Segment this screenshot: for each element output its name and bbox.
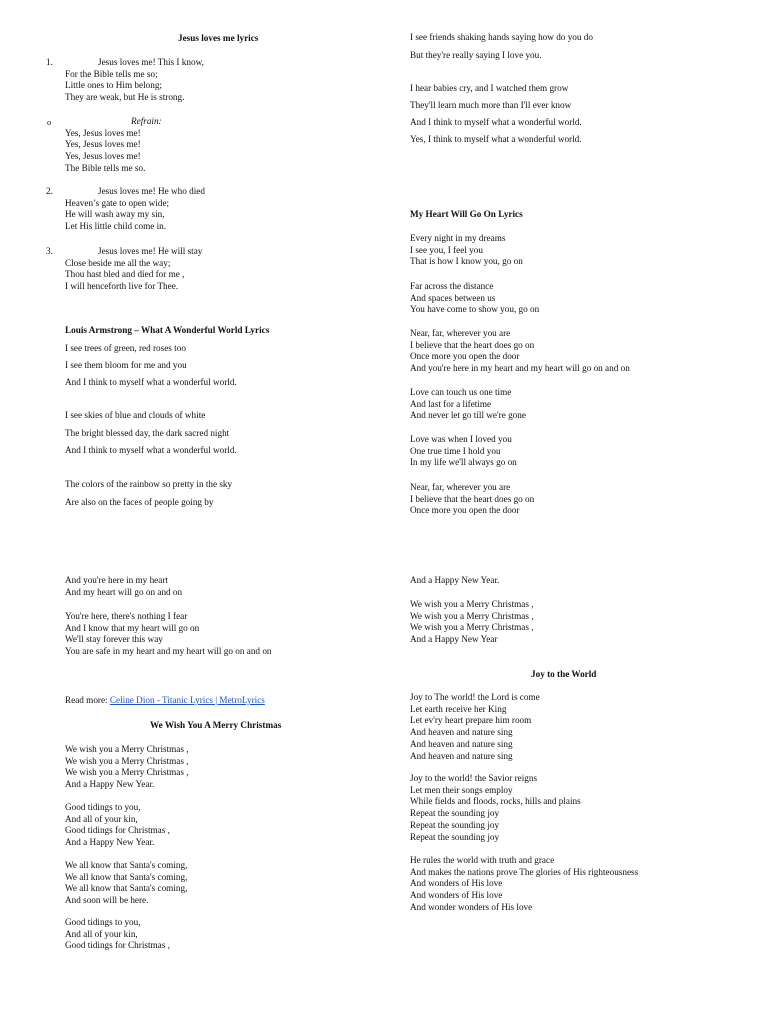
lyric-line: Thou hast bled and died for me ,: [65, 269, 185, 280]
lyric-line: Yes, Jesus loves me!: [65, 151, 141, 162]
lyric-line: And wonder wonders of His love: [410, 901, 533, 912]
lyric-line: And wonders of His love: [410, 878, 503, 889]
lyric-line: Are also on the faces of people going by: [65, 497, 214, 507]
lyric-line: And heaven and nature sing: [410, 750, 513, 761]
christmas-stanza-3: [65, 860, 187, 907]
jesus-verse-2: [65, 186, 205, 233]
lyric-line: And wonders of His love: [410, 890, 503, 901]
lyric-line: And spaces between us: [410, 292, 496, 303]
lyric-line: The colors of the rainbow so pretty in the sky: [65, 479, 233, 489]
lyric-line: And heaven and nature sing: [410, 738, 513, 749]
lyric-line: We all know that Santa's coming,: [65, 883, 188, 894]
lyric-line: He will wash away my sin,: [65, 209, 165, 220]
lyric-line: While fields and floods, rocks, hills and plains: [410, 796, 581, 807]
joy-to-the-world-title: Joy to the World: [531, 669, 597, 679]
lyric-line: And a Happy New Year.: [65, 837, 155, 848]
lyric-line: Let ev'ry heart prepare him room: [410, 715, 532, 726]
lyric-line: And a Happy New Year: [410, 634, 498, 645]
lyric-line: And I think to myself what a wonderful world.: [410, 117, 582, 127]
lyric-line: Yes, I think to myself what a wonderful world.: [410, 134, 582, 144]
heart-stanza-4: [410, 387, 526, 422]
lyric-line: And a Happy New Year.: [65, 779, 155, 790]
lyric-line: And last for a lifetime: [410, 398, 492, 409]
read-more-label: Read more:: [65, 695, 110, 705]
lyric-line: And my heart will go on and on: [65, 586, 183, 597]
lyric-line: Joy to The world! the Lord is come: [410, 692, 540, 702]
lyric-line: Jesus loves me! He will stay: [98, 246, 203, 256]
lyric-line: Every night in my dreams: [410, 233, 506, 243]
heart-stanza-2: [410, 281, 539, 316]
lyric-line: Repeat the sounding joy: [410, 808, 500, 819]
lyric-line: Let earth receive her King: [410, 703, 507, 714]
lyric-line: You're here, there's nothing I fear: [65, 611, 188, 621]
christmas-stanza-1: [65, 744, 189, 791]
lyric-line: Good tidings to you,: [65, 917, 141, 927]
lyric-line: Yes, Jesus loves me!: [65, 127, 141, 138]
lyric-line: Let His little child come in.: [65, 221, 167, 232]
lyric-line: Once more you open the door: [410, 505, 520, 516]
lyric-line: You are safe in my heart and my heart will go on and on: [65, 646, 272, 657]
lyric-line: We all know that Santa's coming,: [65, 871, 188, 882]
heart-continued-stanza-1: [65, 575, 182, 598]
christmas-continued-stanza: [410, 599, 534, 646]
lyric-line: I will henceforth live for Thee.: [65, 281, 179, 292]
joy-stanza-3: [410, 855, 638, 914]
joy-stanza-2: [410, 773, 581, 843]
lyric-line: One true time I hold you: [410, 445, 501, 456]
lyric-line: And all of your kin,: [65, 928, 138, 939]
lyric-line: Far across the distance: [410, 281, 494, 291]
lyric-line: I hear babies cry, and I watched them grow: [410, 83, 569, 93]
lyric-line: We'll stay forever this way: [65, 634, 163, 645]
lyric-line: I believe that the heart does go on: [410, 493, 535, 504]
lyric-line: We wish you a Merry Christmas ,: [65, 767, 189, 778]
lyric-line: Let men their songs employ: [410, 784, 513, 795]
lyric-line: Good tidings for Christmas ,: [65, 825, 170, 836]
lyric-line: Repeat the sounding joy: [410, 819, 500, 830]
my-heart-will-go-on-title: My Heart Will Go On Lyrics: [410, 209, 523, 219]
verse-1-number: 1.: [46, 57, 53, 67]
lyric-line: We wish you a Merry Christmas ,: [410, 610, 534, 621]
read-more-line: [65, 695, 265, 707]
lyric-line: That is how I know you, go on: [410, 256, 523, 267]
lyric-line: And never let go till we're gone: [410, 410, 526, 421]
lyric-line: They are weak, but He is strong.: [65, 92, 185, 103]
verse-2-number: 2.: [46, 186, 53, 196]
lyric-line: And heaven and nature sing: [410, 727, 513, 738]
refrain-label: Refrain:: [131, 116, 162, 126]
heart-continued-stanza-2: [65, 611, 272, 658]
lyric-line: We wish you a Merry Christmas ,: [65, 744, 189, 754]
lyric-line: I see trees of green, red roses too: [65, 343, 186, 353]
lyric-line: Good tidings to you,: [65, 802, 141, 812]
lyric-line: And you're here in my heart: [65, 575, 168, 585]
wonderful-world-title: Louis Armstrong – What A Wonderful World Lyrics: [65, 325, 270, 335]
lyric-line: We all know that Santa's coming,: [65, 860, 188, 870]
merry-christmas-title: We Wish You A Merry Christmas: [150, 720, 282, 730]
heart-stanza-6: [410, 482, 534, 517]
refrain-bullet: o: [47, 117, 52, 127]
lyric-line: And soon will be here.: [65, 895, 149, 906]
lyric-line: Little ones to Him belong;: [65, 80, 162, 91]
lyric-line: And I know that my heart will go on: [65, 622, 200, 633]
lyric-line: You have come to show you, go on: [410, 304, 540, 315]
lyric-line: And all of your kin,: [65, 813, 138, 824]
jesus-refrain: [65, 116, 162, 175]
lyric-line: We wish you a Merry Christmas ,: [65, 755, 189, 766]
christmas-stanza-4: [65, 917, 170, 952]
lyric-line: I see them bloom for me and you: [65, 360, 187, 370]
lyric-line: For the Bible tells me so;: [65, 68, 158, 79]
lyric-line: But they're really saying I love you.: [410, 50, 542, 60]
lyric-line: I see friends shaking hands saying how do you do: [410, 32, 593, 42]
heart-stanza-1: [410, 233, 523, 268]
lyric-line: In my life we'll always go on: [410, 457, 517, 468]
jesus-verse-3: [65, 246, 202, 293]
lyric-line: Once more you open the door: [410, 351, 520, 362]
christmas-stanza-2: [65, 802, 170, 849]
lyric-line: The bright blessed day, the dark sacred night: [65, 428, 230, 438]
lyric-line: We wish you a Merry Christmas ,: [410, 622, 534, 633]
lyric-line: Love can touch us one time: [410, 387, 512, 397]
lyric-line: The Bible tells me so.: [65, 162, 146, 173]
lyric-line: I see you, I feel you: [410, 244, 483, 255]
lyric-line: And you're here in my heart and my heart will go on and on: [410, 363, 630, 374]
lyric-line: And I think to myself what a wonderful world.: [65, 445, 237, 455]
lyric-line: They'll learn much more than I'll ever know: [410, 100, 572, 110]
lyric-line: Yes, Jesus loves me!: [65, 139, 141, 150]
joy-stanza-1: [410, 692, 540, 762]
lyric-line: I see skies of blue and clouds of white: [65, 410, 206, 420]
jesus-loves-me-title: Jesus loves me lyrics: [178, 33, 259, 43]
celine-dion-lyrics-link[interactable]: Celine Dion - Titanic Lyrics | MetroLyrics: [109, 695, 265, 705]
lyric-line: And a Happy New Year.: [410, 575, 500, 585]
heart-stanza-3: [410, 328, 630, 375]
heart-stanza-5: [410, 434, 517, 469]
lyric-line: And I think to myself what a wonderful world.: [65, 377, 237, 387]
lyric-line: Jesus loves me! He who died: [98, 186, 205, 196]
lyric-line: Close beside me all the way;: [65, 257, 171, 268]
lyric-line: Near, far, wherever you are: [410, 328, 511, 338]
lyric-line: We wish you a Merry Christmas ,: [410, 599, 534, 609]
lyric-line: Near, far, wherever you are: [410, 482, 511, 492]
lyric-line: And makes the nations prove The glories of His righteousness: [410, 866, 639, 877]
lyric-line: Joy to the world! the Savior reigns: [410, 773, 538, 783]
lyric-line: Jesus loves me! This I know,: [98, 57, 204, 67]
lyric-line: Repeat the sounding joy: [410, 831, 500, 842]
lyric-line: Heaven’s gate to open wide;: [65, 197, 170, 208]
lyric-line: Love was when I loved you: [410, 434, 512, 444]
lyric-line: He rules the world with truth and grace: [410, 855, 555, 865]
verse-3-number: 3.: [46, 246, 53, 256]
lyric-line: I believe that the heart does go on: [410, 339, 535, 350]
jesus-verse-1: [65, 57, 204, 104]
lyric-line: Good tidings for Christmas ,: [65, 940, 170, 951]
